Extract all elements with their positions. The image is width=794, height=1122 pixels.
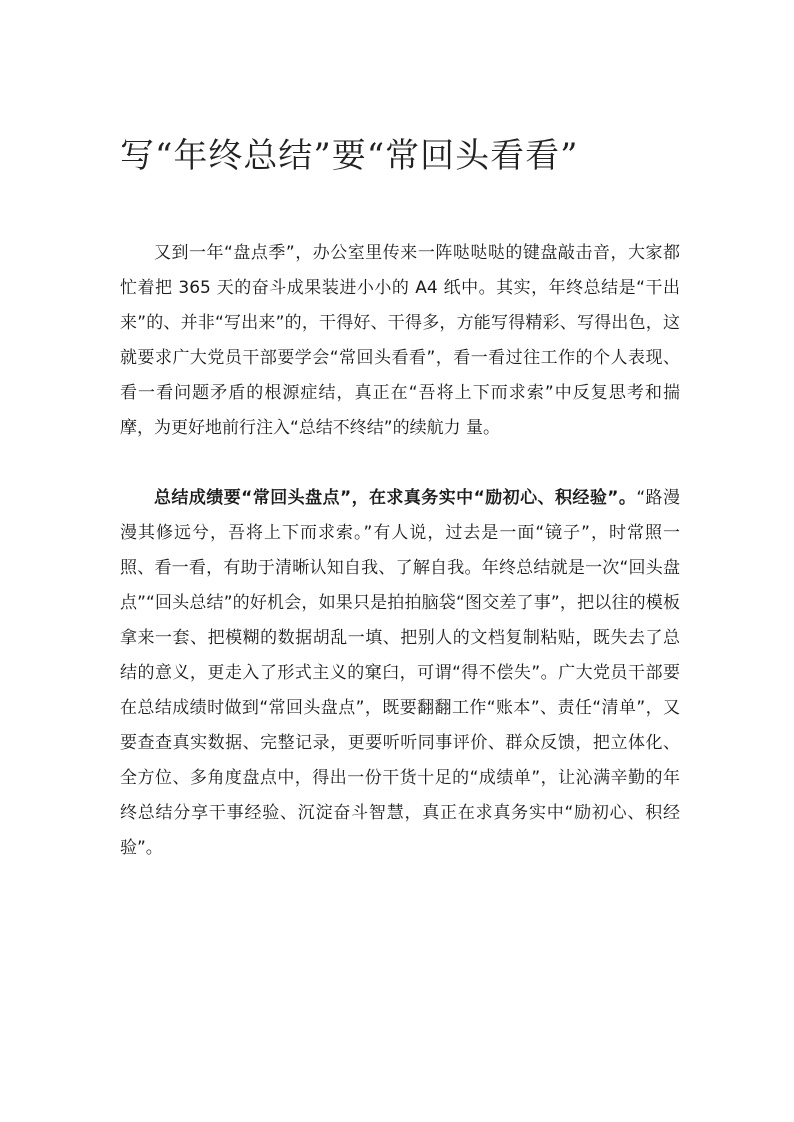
paragraph-summary-text: “路漫漫其修远兮，吾将上下而求索。”有人说，过去是一面“镜子”，时常照一照、看一看，有助于清晰认知自我、了解自我。年终总结就是一次“回头盘点”“回头总结”的好机会，如果只是拍拍脑袋“图交差了事”，把以往的模板拿来一套、把模糊的数据胡乱一填、把别人的文档复制粘贴，既失去了总结的意义，更走入了形式主义的窠臼，可谓“得不偿失”。广大党员干部要在总结成绩时做到“常回头盘点”，既要翻翻工作“账本”、责任“清单”，又要查查真实数据、完整记录，更要听听同事评价、群众反馈，把立体化、全方位、多角度盘点中，得出一份干货十足的“成绩单”，让沁满辛勤的年终总结分享干事经验、沉淀奋斗智慧，真正在求真务实中“励初心、积经验”。 [120, 488, 680, 858]
paragraph-intro-text: 又到一年“盘点季”，办公室里传来一阵哒哒哒的键盘敲击音，大家都忙着把 365 天的奋斗成果装进小小的 A4 纸中。其实，年终总结是“干出来”的、并非“写出来”的，干得好、干得多，方能写得精彩、写得出色，这就要求广大党员干部要学会“常回头看看”，看一看过往工作的个人表现、看一看问题矛盾的根源症结，真正在“吾将上下而求索”中反复思考和揣摩，为更好地前行注入“总结不终结”的续航力 量。 [120, 243, 680, 438]
document-body [120, 236, 680, 866]
paragraph-lead-heading: 总结成绩要“常回头盘点”，在求真务实中“励初心、积经验”。 [154, 488, 637, 508]
paragraph-summary-achievements [120, 481, 680, 866]
document-title: 写“年终总结”要“常回头看看” [120, 136, 579, 176]
paragraph-intro [120, 236, 680, 446]
